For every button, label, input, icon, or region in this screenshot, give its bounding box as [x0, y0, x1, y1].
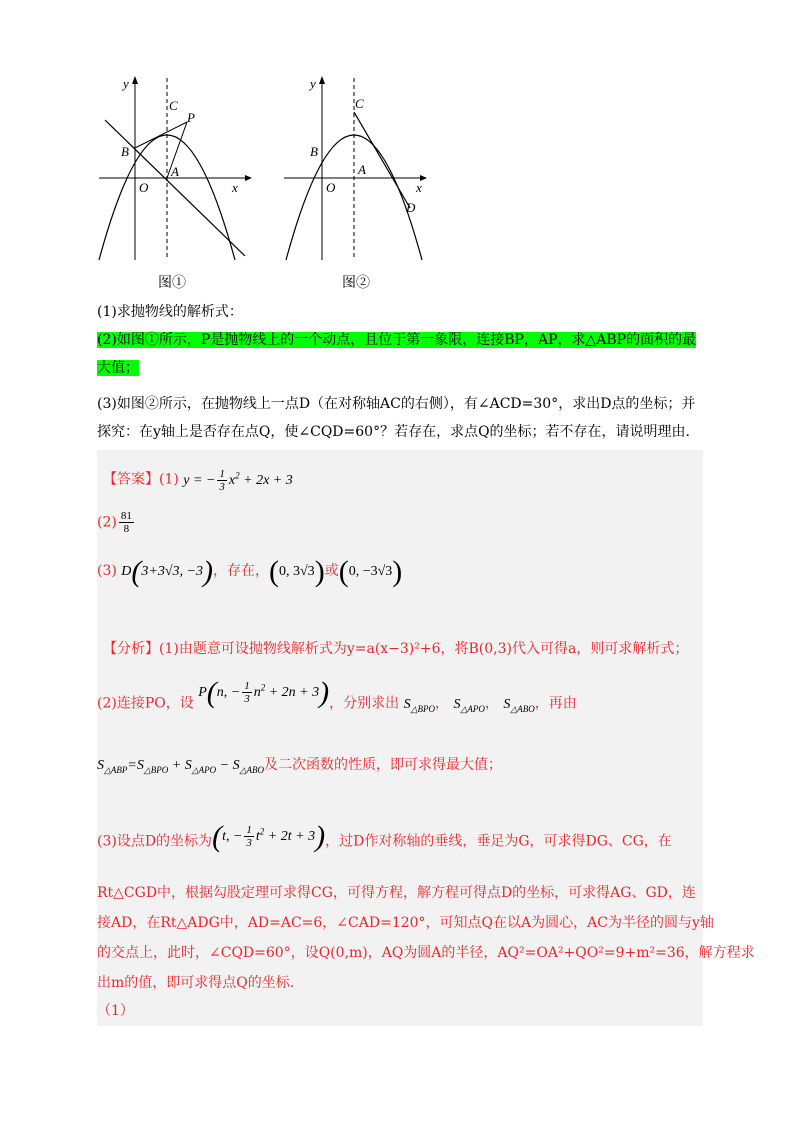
figure-1-diagram	[95, 70, 260, 270]
question-3	[97, 390, 703, 446]
analysis-2-s-bpo: $S_{\triangle BPO}$	[403, 696, 435, 714]
figure-1-caption: 图①	[158, 275, 186, 291]
analysis-line-3	[97, 754, 502, 781]
fig1-x-label: x	[232, 180, 238, 195]
question-1: (1)求抛物线的解析式：	[97, 304, 243, 320]
answer-1-prefix: (1)	[159, 471, 179, 488]
answer-line-2	[97, 510, 136, 535]
answer-2-fraction: $\frac{81}{8}$	[120, 510, 132, 535]
analysis-text-1: (1)由题意可设抛物线解析式为y=a(x−3)²+6，将B(0,3)代入可得a，则可求解析式；	[159, 641, 689, 657]
answer-3-exists: ，存在，	[213, 563, 269, 579]
figure-2-diagram	[280, 70, 445, 270]
analysis-line-2: (2)连接PO，设 P(n, − $\frac{1}{3}$ $n^2 + 2n + 3$)，分别求出 $S_{\triangle BPO}$， $S_{\triangle APO}$， $S_{\triangle ABO}$，再由	[97, 675, 577, 714]
analysis-4-prefix: (3)设点D的坐标为	[97, 833, 213, 850]
analysis-2-s-abo: $S_{\triangle ABO}$	[503, 696, 535, 714]
fig2-o-label: O	[326, 180, 336, 195]
analysis-2-p-point: P(n, − $\frac{1}{3}$ $n^2 + 2n + 3$)	[198, 675, 330, 709]
analysis-line-4	[97, 819, 672, 855]
analysis-2-mid: ，分别求出	[329, 695, 400, 712]
analysis-2-prefix: (2)连接PO，设	[97, 695, 194, 712]
answer-line-3	[97, 554, 403, 588]
fig2-c-label: C	[355, 96, 364, 111]
answer-line-1	[103, 464, 293, 493]
question-2	[97, 326, 703, 382]
analysis-3-text: 及二次函数的性质，即可求得最大值；	[264, 757, 503, 773]
figure-1	[95, 70, 260, 270]
analysis-2-end: ，再由	[534, 695, 577, 712]
answer-3-or: 或	[324, 563, 339, 579]
figure-2	[280, 70, 445, 270]
fig1-c-label: C	[169, 98, 178, 113]
question-3-line-2: 探究：在y轴上是否存在点Q，使∠CQD=60°？若存在，求点Q的坐标；若不存在，请说明理由.	[97, 424, 691, 440]
fig1-y-label: y	[123, 76, 129, 91]
fig2-x-label: x	[416, 180, 422, 195]
fig2-a-label: A	[358, 162, 366, 177]
analysis-4-coord: (t, − $\frac{1}{3}$ $t^2 + 2t + 3$)	[212, 819, 326, 853]
analysis-4-text: ，过D作对称轴的垂线，垂足为G，可求得DG、CG，在	[325, 833, 672, 850]
fig2-b-label: B	[310, 144, 318, 159]
question-3-line-1: (3)如图②所示，在抛物线上一点D（在对称轴AC的右侧），有∠ACD=30°，求出D点的坐标；并	[97, 396, 696, 412]
analysis-line-6: 接AD，在Rt△ADG中，AD=AC=6，∠CAD=120°，可知点Q在以A为圆心，AC为半径的圆与y轴	[97, 915, 714, 931]
question-2-line-1: (2)如图①所示，P是抛物线上的一个动点，且位于第一象限，连接BP，AP，求△ABP的面积的最	[97, 332, 697, 348]
analysis-line-9: （1）	[97, 1003, 134, 1019]
answer-1-formula: y = − $\frac{1}{3}$ $x^2 + 2x + 3$	[183, 467, 293, 493]
answer-analysis-block	[97, 450, 755, 1026]
fig1-b-label: B	[121, 144, 129, 159]
analysis-line-1	[103, 638, 688, 660]
answer-3-q1: (0, 3√3)	[269, 554, 325, 588]
analysis-3-formula: $S_{\triangle ABP}=S_{\triangle BPO} + S_{\triangle APO} - S_{\triangle ABO}$	[97, 758, 265, 775]
figure-2-caption: 图②	[342, 275, 370, 291]
analysis-label: 【分析】	[103, 641, 159, 657]
analysis-line-7: 的交点上，此时，∠CQD=60°，设Q(0,m)，AQ为圆A的半径，AQ²=OA²+QO²=9+m²=36，解方程求	[97, 945, 755, 961]
fig1-o-label: O	[139, 180, 149, 195]
fig1-a-label: A	[171, 164, 179, 179]
answer-3-d-point: D(3+3√3, −3)	[121, 554, 213, 588]
analysis-line-5: Rt△CGD中，根据勾股定理可求得CG，可得方程，解方程可得点D的坐标，可求得AG、GD，连	[97, 885, 696, 901]
analysis-2-s-apo: $S_{\triangle APO}$	[453, 696, 485, 714]
answer-label: 【答案】	[103, 471, 159, 488]
question-2-line-2: 大值；	[97, 360, 139, 376]
answer-3-prefix: (3)	[97, 563, 117, 579]
analysis-line-8: 出m的值，即可求得点Q的坐标.	[97, 975, 295, 991]
fig2-y-label: y	[310, 76, 316, 91]
fig2-d-label: D	[406, 200, 416, 215]
fig1-p-label: P	[187, 110, 195, 125]
answer-2-prefix: (2)	[97, 514, 117, 531]
answer-3-q2: (0, −3√3)	[338, 554, 403, 588]
